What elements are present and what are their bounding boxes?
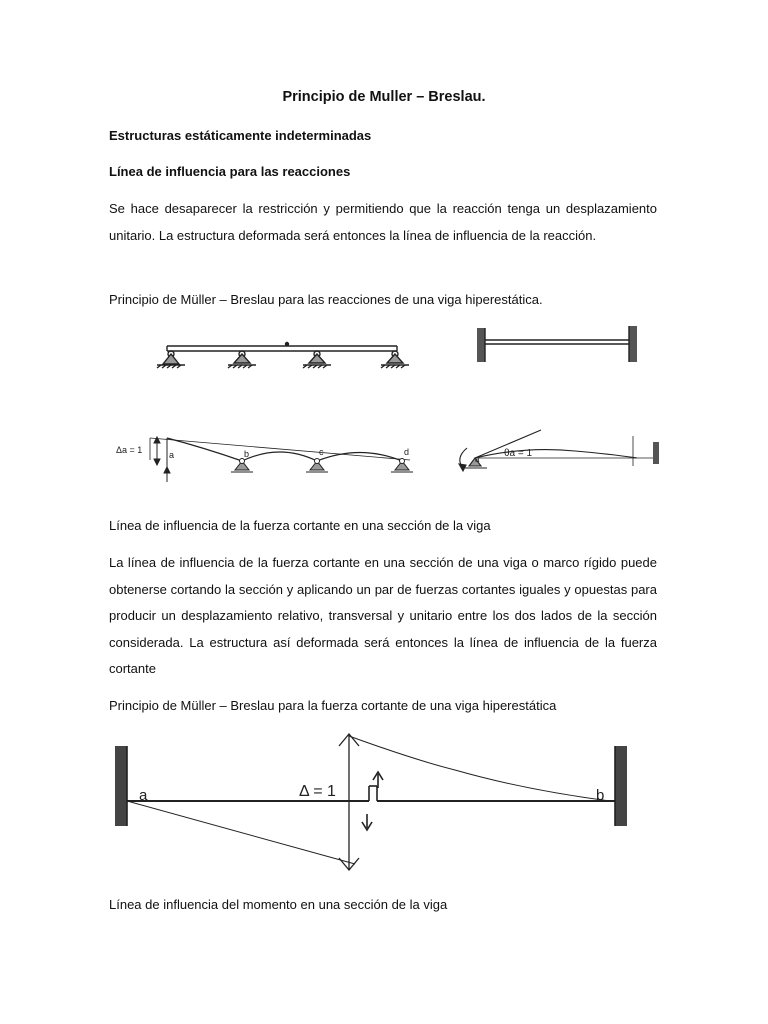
figure-reactions-influence [105, 318, 665, 488]
fixed-beam-influence-line [459, 430, 659, 471]
support-roller-2 [228, 351, 256, 368]
figure-shear-influence [105, 730, 635, 875]
label-delta-a: Δa = 1 [116, 445, 143, 455]
label-shear-b: b [596, 787, 605, 804]
label-theta-a: θa = 1 [504, 448, 533, 459]
paragraph-reactions: Se hace desaparecer la restricción y permitiendo que la reacción tenga un desplazamiento unitario. La estructura deformada será entonces la línea de influencia de la reacción. [109, 201, 657, 243]
paragraph-shear: La línea de influencia de la fuerza cortante en una sección de una viga o marco rígido puede obtenerse cortando la sección y aplicando un par de fuerzas cortantes iguales y opuestas para producir un desplazamiento relativo, transversal y unitario entre los dos lados de la sección considerada. La estructura así deformada será entonces la línea de influencia de la fuerza cortante [109, 555, 657, 676]
section-heading-indeterminate: Estructuras estáticamente indeterminadas [109, 128, 372, 143]
label-a: a [169, 450, 175, 460]
label-b: b [244, 449, 250, 459]
support-roller-3 [303, 351, 331, 368]
label-d: d [404, 447, 410, 457]
section-heading-shear: Línea de influencia de la fuerza cortante en una sección de la viga [109, 518, 491, 533]
section-heading-reactions: Línea de influencia para las reacciones [109, 164, 351, 179]
label-a-fixed: a [475, 455, 480, 464]
section-heading-moment: Línea de influencia del momento en una sección de la viga [109, 897, 448, 912]
label-c: c [319, 447, 324, 457]
label-shear-a: a [139, 787, 148, 804]
support-pin-1 [157, 351, 185, 368]
fixed-beam-diagram [477, 326, 637, 362]
figure-caption-reactions: Principio de Müller – Breslau para las reacciones de una viga hiperestática. [109, 292, 543, 307]
label-shear-delta: Δ = 1 [299, 783, 336, 800]
support-roller-4 [381, 351, 409, 368]
continuous-beam-diagram [157, 343, 409, 369]
document-title: Principio de Muller – Breslau. [282, 89, 486, 105]
figure-caption-shear: Principio de Müller – Breslau para la fuerza cortante de una viga hiperestática [109, 698, 557, 713]
reaction-influence-line [150, 437, 413, 482]
